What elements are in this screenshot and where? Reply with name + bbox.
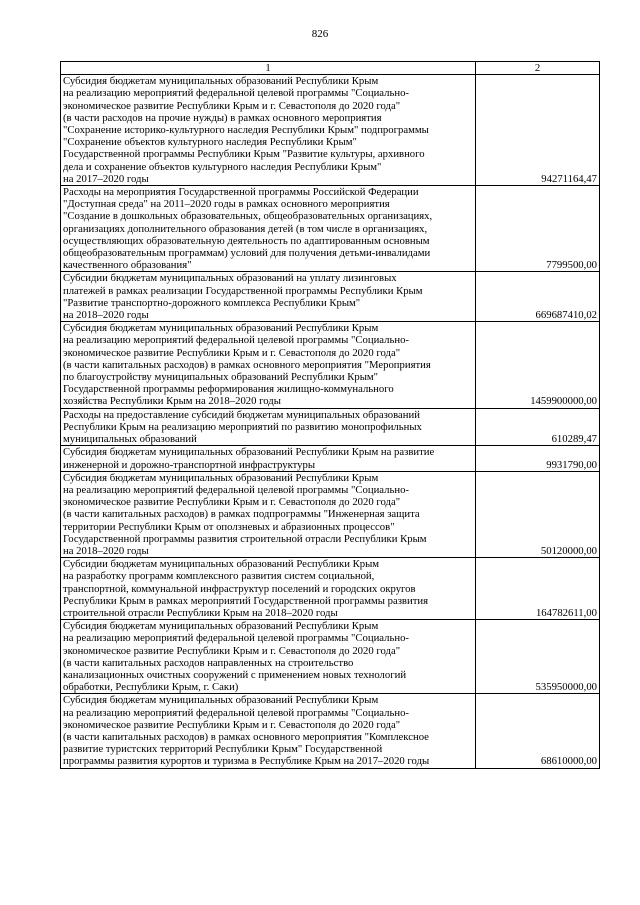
table-row bbox=[61, 75, 600, 186]
description-line: экономическое развитие Республики Крым и г. Севастополя до 2020 года" bbox=[63, 718, 401, 731]
table-row bbox=[61, 620, 600, 694]
row-description bbox=[61, 272, 476, 322]
row-amount: 535950000,00 bbox=[476, 620, 600, 694]
column-header-amount: 2 bbox=[476, 62, 600, 75]
row-amount: 68610000,00 bbox=[476, 694, 600, 768]
row-description bbox=[61, 408, 476, 446]
page-number: 826 bbox=[311, 28, 329, 40]
description-line: муниципальных образований bbox=[63, 433, 197, 446]
description-line: "Сохранение историко-культурного наследия Республики Крым" подпрограммы bbox=[63, 124, 429, 137]
description-line: программы развития курортов и туризма в Республике Крым на 2017–2020 годы bbox=[63, 755, 430, 768]
table-row bbox=[61, 694, 600, 768]
description-line: Субсидия бюджетам муниципальных образований Республики Крым bbox=[63, 75, 379, 88]
description-line: (в части капитальных расходов направленных на строительство bbox=[63, 656, 354, 669]
description-line: канализационных очистных сооружений с применением новых технологий bbox=[63, 668, 407, 681]
description-line: Республики Крым в рамках мероприятий Государственной программы развития bbox=[63, 594, 429, 607]
description-line: осуществляющих образовательную деятельность по адаптированным основным bbox=[63, 234, 430, 247]
description-line: "Создание в дошкольных образовательных, общеобразовательных организациях, bbox=[63, 210, 433, 223]
table-row bbox=[61, 186, 600, 272]
description-line: экономическое развитие Республики Крым и г. Севастополя до 2020 года" bbox=[63, 346, 401, 359]
description-line: Субсидии бюджетам муниципальных образований Республики Крым bbox=[63, 558, 380, 571]
table-row bbox=[61, 408, 600, 446]
description-line: хозяйства Республики Крым на 2018–2020 годы bbox=[63, 395, 281, 408]
description-line: "Доступная среда" на 2011–2020 годы в рамках основного мероприятия bbox=[63, 198, 390, 211]
table-row bbox=[61, 322, 600, 408]
description-line: Государственной программы реформирования жилищно-коммунального bbox=[63, 383, 394, 396]
description-line: Субсидия бюджетам муниципальных образований Республики Крым bbox=[63, 620, 379, 633]
description-line: развитие туристских территорий Республики Крым" Государственной bbox=[63, 743, 383, 756]
row-amount: 50120000,00 bbox=[476, 471, 600, 557]
row-description bbox=[61, 322, 476, 408]
description-line: на реализацию мероприятий федеральной целевой программы "Социально- bbox=[63, 632, 409, 645]
table-header-row bbox=[61, 62, 600, 75]
description-line: Субсидия бюджетам муниципальных образований Республики Крым bbox=[63, 471, 379, 484]
row-amount: 7799500,00 bbox=[476, 186, 600, 272]
description-line: по благоустройству муниципальных образований Республики Крым" bbox=[63, 371, 379, 384]
table-row bbox=[61, 272, 600, 322]
description-line: Расходы на мероприятия Государственной программы Российской Федерации bbox=[63, 186, 419, 199]
description-line: экономическое развитие Республики Крым и г. Севастополя до 2020 года" bbox=[63, 644, 401, 657]
description-line: транспортной, коммунальной инфраструктур поселений и городских округов bbox=[63, 582, 416, 595]
row-description bbox=[61, 620, 476, 694]
row-amount: 610289,47 bbox=[476, 408, 600, 446]
description-line: на реализацию мероприятий федеральной целевой программы "Социально- bbox=[63, 334, 409, 347]
description-line: Республики Крым на реализацию мероприятий по развитию монопрофильных bbox=[63, 420, 422, 433]
description-line: Расходы на предоставление субсидий бюджетам муниципальных образований bbox=[63, 408, 420, 421]
description-line: Субсидия бюджетам муниципальных образований Республики Крым bbox=[63, 694, 379, 707]
row-amount: 669687410,02 bbox=[476, 272, 600, 322]
description-line: (в части расходов на прочие нужды) в рамках основного мероприятия bbox=[63, 111, 382, 124]
table-row bbox=[61, 446, 600, 471]
table-row bbox=[61, 471, 600, 557]
table-row bbox=[61, 558, 600, 620]
row-description bbox=[61, 446, 476, 471]
description-line: Субсидия бюджетам муниципальных образований Республики Крым bbox=[63, 322, 379, 335]
description-line: общеобразовательным программам) условий для получения детьми-инвалидами bbox=[63, 247, 431, 260]
row-amount: 9931790,00 bbox=[476, 446, 600, 471]
description-line: инженерной и дорожно-транспортной инфраструктуры bbox=[63, 458, 316, 471]
description-line: качественного образования" bbox=[63, 259, 192, 272]
description-line: "Развитие транспортно-дорожного комплекса Республики Крым" bbox=[63, 296, 361, 309]
description-line: Государственной программы развития строительной отрасли Республики Крым bbox=[63, 532, 427, 545]
description-line: на реализацию мероприятий федеральной целевой программы "Социально- bbox=[63, 87, 409, 100]
description-line: дела и сохранение объектов культурного наследия Республики Крым" bbox=[63, 160, 382, 173]
description-line: Субсидии бюджетам муниципальных образований на уплату лизинговых bbox=[63, 272, 397, 285]
description-line: организациях дополнительного образования детей (в том числе в организациях, bbox=[63, 222, 428, 235]
table-body bbox=[61, 75, 600, 768]
description-line: обработки, Республики Крым, г. Саки) bbox=[63, 681, 239, 694]
row-description bbox=[61, 558, 476, 620]
row-description bbox=[61, 186, 476, 272]
description-line: территории Республики Крым от оползневых и абразионных процессов" bbox=[63, 520, 395, 533]
budget-table bbox=[60, 61, 600, 769]
table-header bbox=[61, 62, 600, 75]
description-line: (в части капитальных расходов) в рамках основного мероприятия "Комплексное bbox=[63, 730, 429, 743]
description-line: (в части капитальных расходов) в рамках основного мероприятия "Мероприятия bbox=[63, 358, 431, 371]
description-line: на 2017–2020 годы bbox=[63, 172, 149, 185]
row-amount: 94271164,47 bbox=[476, 75, 600, 186]
row-description bbox=[61, 694, 476, 768]
description-line: (в части капитальных расходов) в рамках подпрограммы "Инженерная защита bbox=[63, 508, 420, 521]
row-amount: 1459900000,00 bbox=[476, 322, 600, 408]
row-description bbox=[61, 75, 476, 186]
description-line: на реализацию мероприятий федеральной целевой программы "Социально- bbox=[63, 483, 409, 496]
column-header-description: 1 bbox=[61, 62, 476, 75]
row-amount: 164782611,00 bbox=[476, 558, 600, 620]
description-line: на разработку программ комплексного развития систем социальной, bbox=[63, 570, 375, 583]
description-line: экономическое развитие Республики Крым и г. Севастополя до 2020 года" bbox=[63, 99, 401, 112]
description-line: на 2018–2020 годы bbox=[63, 544, 149, 557]
description-line: экономическое развитие Республики Крым и г. Севастополя до 2020 года" bbox=[63, 496, 401, 509]
description-line: Субсидия бюджетам муниципальных образований Республики Крым на развитие bbox=[63, 446, 435, 459]
description-line: на 2018–2020 годы bbox=[63, 309, 149, 322]
row-description bbox=[61, 471, 476, 557]
description-line: строительной отрасли Республики Крым на 2018–2020 годы bbox=[63, 606, 338, 619]
description-line: Государственной программы Республики Крым "Развитие культуры, архивного bbox=[63, 148, 425, 161]
description-line: "Сохранение объектов культурного наследия Республики Крым" bbox=[63, 136, 357, 149]
description-line: на реализацию мероприятий федеральной целевой программы "Социально- bbox=[63, 706, 409, 719]
description-line: платежей в рамках реализации Государственной программы Республики Крым bbox=[63, 284, 423, 297]
